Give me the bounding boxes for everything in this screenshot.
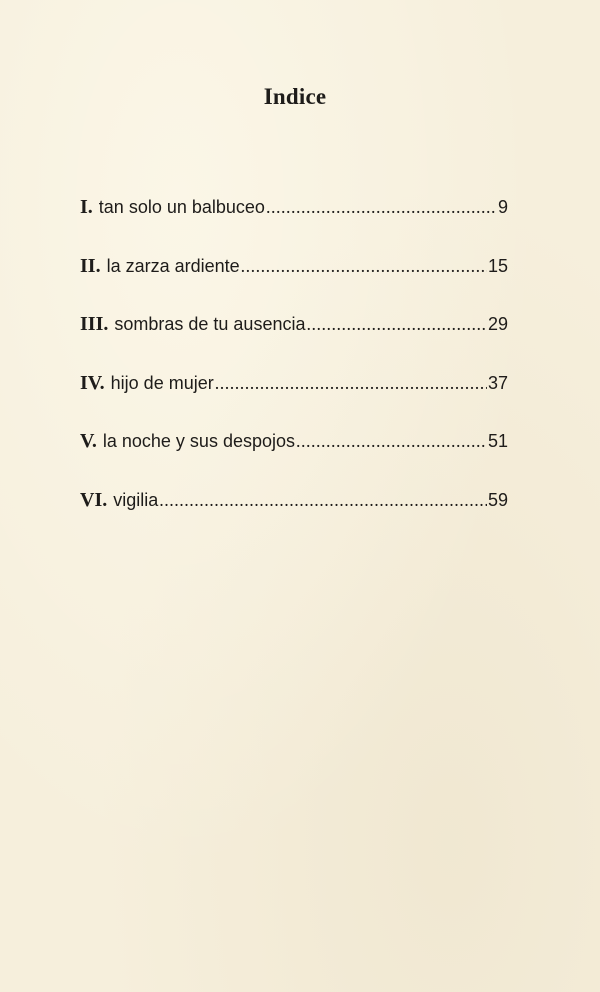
dot-leader <box>215 373 487 394</box>
toc-entry-1 <box>80 196 508 255</box>
chapter-title: vigilia <box>113 489 159 510</box>
chapter-title: la noche y sus despojos <box>102 431 295 451</box>
table-of-contents <box>80 196 508 547</box>
dot-leader <box>266 197 497 218</box>
chapter-title: tan solo un balbuceo <box>98 197 265 217</box>
chapter-title: la zarza ardiente <box>106 255 240 276</box>
chapter-title: hijo de mujer <box>110 372 214 393</box>
chapter-numeral: III. <box>80 313 109 335</box>
dot-leader <box>159 490 487 511</box>
toc-entry-3 <box>80 313 508 372</box>
page-number: 29 <box>487 314 508 334</box>
toc-entry-2 <box>80 255 508 314</box>
page-number: 51 <box>487 431 508 451</box>
chapter-numeral: VI. <box>80 488 108 511</box>
page-number: 15 <box>487 255 508 276</box>
page-number: 59 <box>487 489 508 510</box>
chapter-numeral: IV. <box>80 371 105 394</box>
page-number: 37 <box>487 372 508 393</box>
dot-leader <box>296 431 487 452</box>
dot-leader <box>306 314 487 335</box>
chapter-numeral: I. <box>80 196 93 218</box>
dot-leader <box>241 256 487 277</box>
chapter-numeral: II. <box>80 254 101 277</box>
toc-entry-5 <box>80 430 508 489</box>
toc-entry-6 <box>80 489 508 548</box>
page-title: Indice <box>263 84 327 109</box>
chapter-title: sombras de tu ausencia <box>114 314 306 334</box>
page-number: 9 <box>497 197 508 217</box>
toc-entry-4 <box>80 372 508 431</box>
chapter-numeral: V. <box>80 430 97 452</box>
